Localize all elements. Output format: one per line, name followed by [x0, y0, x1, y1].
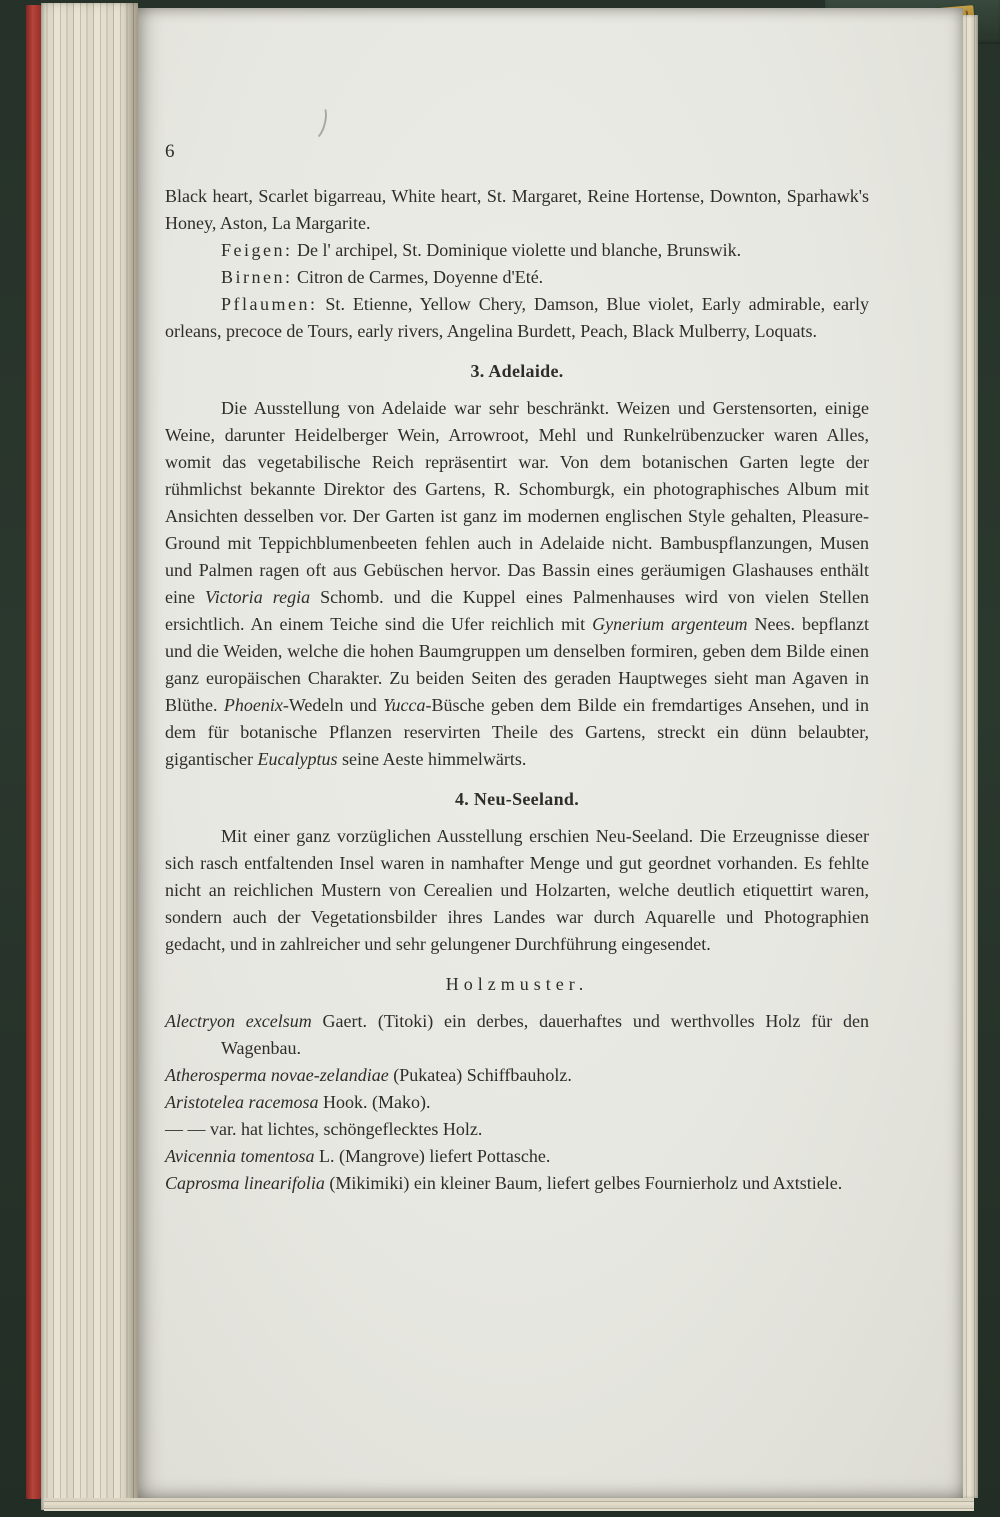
holzmuster-list [165, 1008, 869, 1197]
species-name: Alectryon excelsum [165, 1011, 312, 1031]
page-stack-right [963, 15, 978, 1498]
paragraph-text: Citron de Carmes, Doyenne d'Eté. [292, 267, 544, 287]
paragraph-pflaumen [165, 291, 869, 345]
paragraph-text: St. Etienne, Yellow Chery, Damson, Blue violet, Early admirable, early orleans, precoce de Tours, early rivers, Angelina Burdett, Peach, Black Mulberry, Loquats. [165, 294, 869, 341]
list-item-atherosperma [165, 1062, 869, 1089]
list-item-variant [165, 1116, 869, 1143]
heading-adelaide: 3. Adelaide. [470, 361, 564, 381]
spaced-label-pflaumen: Pflaumen: [221, 294, 318, 314]
species-name: Caprosma linearifolia [165, 1173, 325, 1193]
paragraph-text: Black heart, Scarlet bigarreau, White heart, St. Margaret, Reine Hortense, Downton, Sparhawk's Honey, Aston, La Margarite. [165, 186, 869, 233]
list-item-avicennia [165, 1143, 869, 1170]
paragraph-text: De l' archipel, St. Dominique violette und blanche, Brunswik. [292, 240, 742, 260]
paragraph-text: Die Ausstellung von Adelaide war sehr beschränkt. Weizen und Gerstensorten, einige Weine, darunter Heidelberger Wein, Arrowroot, Mehl und Runkelrübenzucker waren Alles, womit das vegetabilische Reich repräsentirt war. Von dem botanischen Garten legte der rühmlichst bekannte Direktor des Gartens, R. Schomburgk, ein photographisches Album mit Ansichten desselben vor. Der Garten ist ganz im modernen englischen Style gehalten, Pleasure-Ground mit Teppichblumenbeeten fehlen auch in Adelaide nicht. Bambuspflanzungen, Musen und Palmen ragen oft aus Gebüschen hervor. Das Bassin eines geräumigen Glashauses enthält eine [165, 398, 869, 607]
page-stack-left [41, 3, 138, 1510]
paragraph-neu-seeland [165, 823, 869, 958]
item-text: (Mikimiki) ein kleiner Baum, liefert gelbes Fournierholz und Axtstiele. [324, 1173, 843, 1193]
heading-neu-seeland: 4. Neu-Seeland. [454, 789, 579, 809]
item-text: L. (Mangrove) liefert Pottasche. [314, 1146, 551, 1166]
species-name: Atherosperma novae-zelandiae [165, 1065, 389, 1085]
text-block [165, 138, 869, 1197]
list-item-alectryon [165, 1008, 869, 1062]
paragraph-adelaide [165, 395, 869, 773]
species-name: Aristotelea racemosa [165, 1092, 319, 1112]
paragraph-feigen [165, 237, 869, 264]
paragraph-birnen [165, 264, 869, 291]
species-name: Yucca [383, 695, 426, 715]
list-item-aristotelea [165, 1089, 869, 1116]
paragraph-text: Schomb. und die Kuppel eines Palmenhauses wird von vielen Stellen ersichtlich. An einem Teiche sind die Ufer reichlich mit [165, 587, 869, 634]
species-name: Gynerium argenteum [592, 614, 748, 634]
paragraph-text: -Wedeln und [282, 695, 384, 715]
paragraph-text: Mit einer ganz vorzüglichen Ausstellung erschien Neu-Seeland. Die Erzeugnisse dieser sich rasch entfaltenden Insel waren in namhafter Menge und gut geordnet vorhanden. Es fehlte nicht an reichlichen Mustern von Cerealien und Holzarten, welche deutlich etiquettirt waren, sondern auch der Vegetationsbilder ihres Landes war durch Aquarelle und Photographien gedacht, und in zahlreicher und sehr gelungener Durchführung eingesendet. [165, 826, 869, 954]
book-page [138, 8, 963, 1498]
species-name: Avicennia tomentosa [165, 1146, 315, 1166]
item-text: Gaert. (Titoki) ein derbes, dauerhaftes und werthvolles Holz für den Wagenbau. [221, 1011, 869, 1058]
item-text: Hook. (Mako). [318, 1092, 431, 1112]
species-name: Eucalyptus [257, 749, 338, 769]
heading-holzmuster: Holzmuster. [445, 974, 589, 994]
page-stack-bottom [44, 1498, 974, 1511]
paragraph-text: -Büsche geben dem Bilde ein fremdartiges Ansehen, und in dem für botanische Pflanzen reservirten Theile des Gartens, streckt ein dünn belaubter, gigantischer [165, 695, 869, 769]
paragraph-text: Nees. bepflanzt und die Weiden, welche die hohen Baumgruppen um denselben formiren, geben dem Bilde einen ganz europäischen Charakter. Zu beiden Seiten des geraden Hauptweges sieht man Agaven in Blüthe. [165, 614, 869, 715]
paragraph-fruit-varieties [165, 183, 869, 237]
spaced-label-birnen: Birnen: [221, 267, 293, 287]
species-name: Phoenix [223, 695, 283, 715]
paragraph-text: seine Aeste himmelwärts. [337, 749, 527, 769]
red-page-edge [26, 5, 41, 1499]
stray-pen-mark [306, 103, 330, 142]
item-text: (Pukatea) Schiffbauholz. [388, 1065, 572, 1085]
page-number: 6 [165, 141, 175, 162]
item-text: — — var. hat lichtes, schöngeflecktes Holz. [165, 1119, 483, 1139]
list-item-caprosma [165, 1170, 869, 1197]
species-name: Victoria regia [205, 587, 311, 607]
spaced-label-feigen: Feigen: [221, 240, 293, 260]
